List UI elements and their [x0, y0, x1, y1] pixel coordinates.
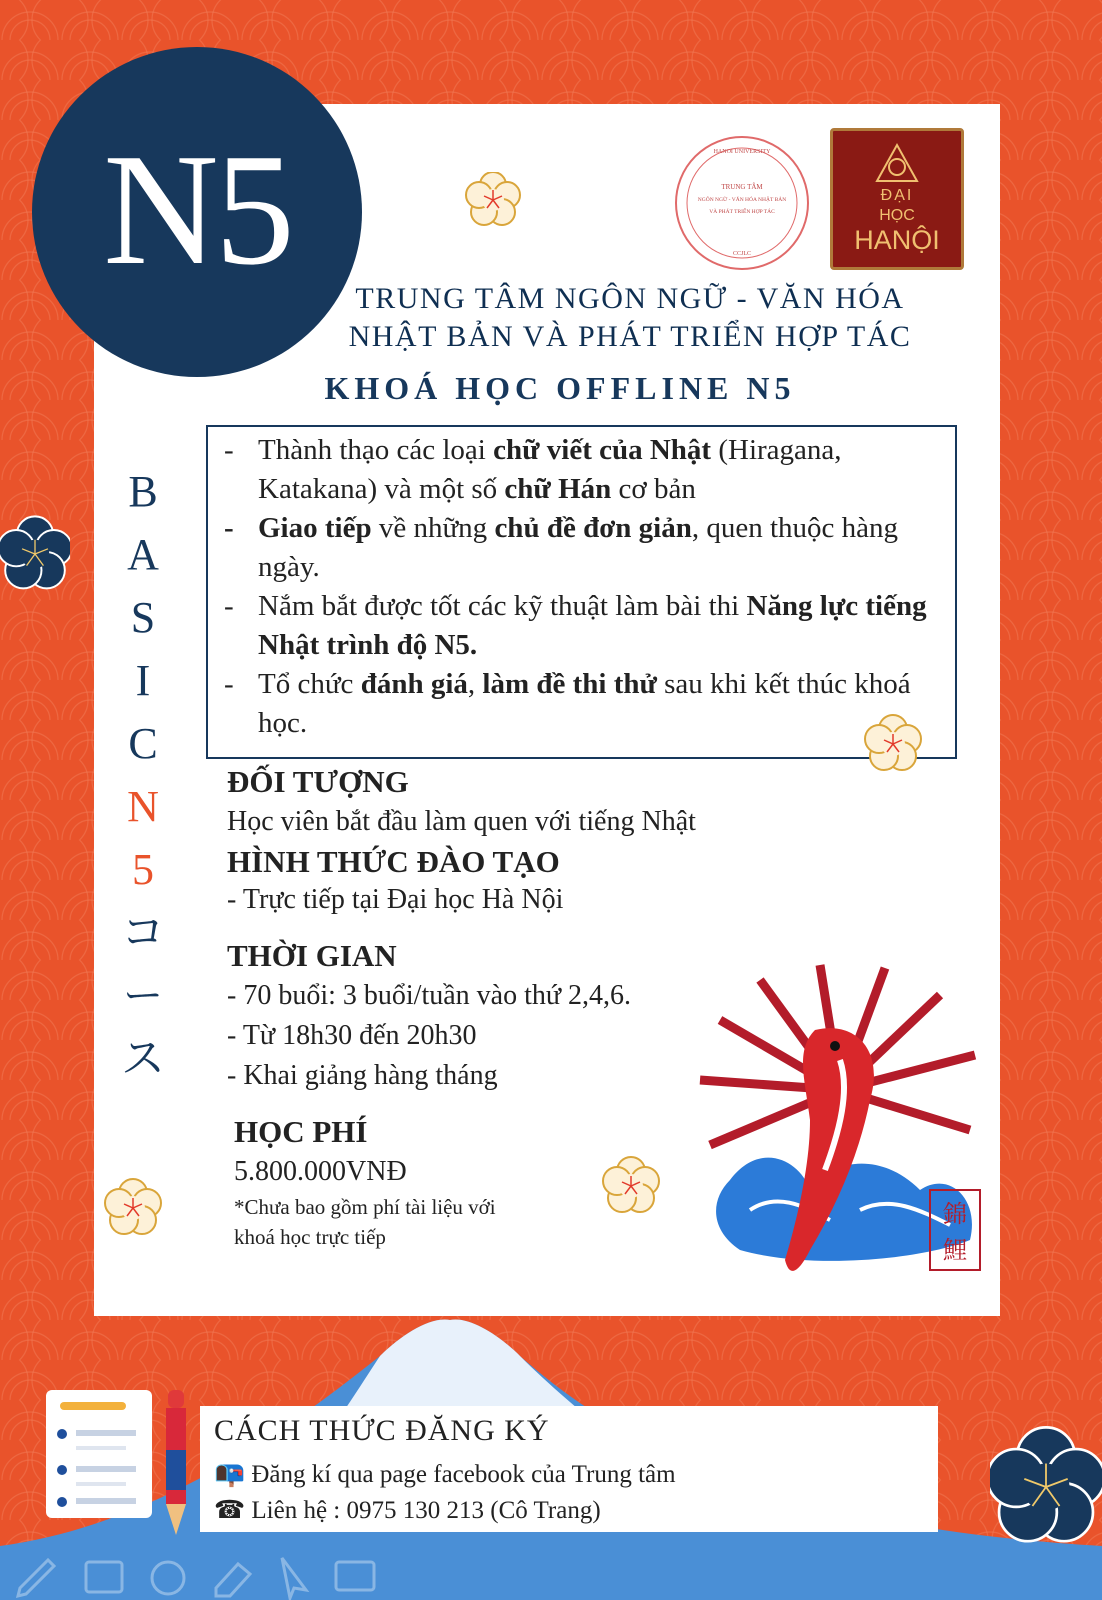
n5-badge-text: N5: [103, 120, 291, 298]
registration-box: [200, 1406, 938, 1532]
registration-facebook[interactable]: 📭 Đăng kí qua page facebook của Trung tâm: [214, 1461, 676, 1488]
fee-heading: HỌC PHÍ: [234, 1114, 368, 1149]
center-seal-logo: [672, 133, 812, 273]
svg-text:錦: 錦: [943, 1200, 967, 1228]
plum-blossom-icon: [600, 1156, 662, 1216]
registration-title: CÁCH THỨC ĐĂNG KÝ: [214, 1414, 550, 1447]
format-body: - Trực tiếp tại Đại học Hà Nội: [227, 884, 564, 915]
center-name-line2: NHẬT BẢN VÀ PHÁT TRIỂN HỢP TÁC: [348, 320, 912, 353]
monitor-icon: [336, 1562, 374, 1590]
audience-heading: ĐỐI TƯỢNG: [227, 764, 409, 799]
svg-text:CCJLC: CCJLC: [732, 251, 752, 257]
svg-text:NGÔN NGỮ - VĂN HÓA NHẬT BẢN: NGÔN NGỮ - VĂN HÓA NHẬT BẢN: [697, 197, 787, 203]
feature-item: - Giao tiếp về những chủ đề đơn giản, quen thuộc hàng ngày.: [224, 512, 898, 583]
fee-amount: 5.800.000VNĐ: [234, 1156, 407, 1187]
plum-blossom-icon: [990, 1412, 1102, 1562]
plum-blossom-icon: [462, 172, 524, 228]
palette-icon: [152, 1562, 184, 1594]
center-name: [300, 280, 960, 356]
plum-blossom-icon: [862, 714, 924, 774]
feature-item: - Tổ chức đánh giá, làm đề thi thử sau khi kết thúc khoá học.: [224, 668, 911, 739]
schedule-line: - 70 buổi: 3 buổi/tuần vào thứ 2,4,6.: [227, 980, 632, 1011]
format-heading: HÌNH THỨC ĐÀO TẠO: [227, 844, 560, 879]
schedule-line: - Khai giảng hàng tháng: [227, 1060, 498, 1091]
koi-fish-illustration: [690, 960, 990, 1290]
pencil-icon: [18, 1560, 54, 1596]
eraser-icon: [216, 1564, 250, 1596]
svg-text:TRUNG TÂM: TRUNG TÂM: [721, 183, 763, 191]
schedule-heading: THỜI GIAN: [227, 938, 397, 973]
svg-text:HANOI UNIVERSITY: HANOI UNIVERSITY: [713, 149, 771, 155]
svg-text:鯉: 鯉: [943, 1236, 967, 1264]
feature-item: - Thành thạo các loại chữ viết của Nhật (Hiragana, Katakana) và một số chữ Hán cơ bản: [224, 434, 842, 505]
faint-toolbar-icons: [0, 1540, 420, 1600]
course-features-box: [206, 425, 957, 759]
plum-blossom-icon: [102, 1178, 164, 1238]
audience-body: Học viên bắt đầu làm quen với tiếng Nhật: [227, 806, 696, 837]
fee-note: khoá học trực tiếp: [234, 1225, 386, 1249]
svg-text:VÀ PHÁT TRIỂN HỢP TÁC: VÀ PHÁT TRIỂN HỢP TÁC: [709, 209, 775, 215]
clipboard-icon: [46, 1390, 152, 1518]
hanoi-university-logo: ĐẠI HỌC HANỘI: [830, 128, 964, 270]
plum-blossom-icon: [0, 492, 70, 616]
cursor-icon: [282, 1558, 306, 1598]
pen-icon: [162, 1390, 190, 1535]
vertical-course-label: B A S I C N 5 コ ー ス: [121, 467, 165, 1083]
schedule-line: - Từ 18h30 đến 20h30: [227, 1020, 477, 1051]
feature-item: - Nắm bắt được tốt các kỹ thuật làm bài thi Năng lực tiếng Nhật trình độ N5.: [224, 590, 927, 661]
screen-icon: [86, 1562, 122, 1592]
course-title: KHOÁ HỌC OFFLINE N5: [324, 370, 796, 406]
fee-note: *Chưa bao gồm phí tài liệu với: [234, 1195, 496, 1219]
registration-phone[interactable]: ☎ Liên hệ : 0975 130 213 (Cô Trang): [214, 1497, 601, 1524]
center-name-line1: TRUNG TÂM NGÔN NGỮ - VĂN HÓA: [355, 282, 905, 315]
